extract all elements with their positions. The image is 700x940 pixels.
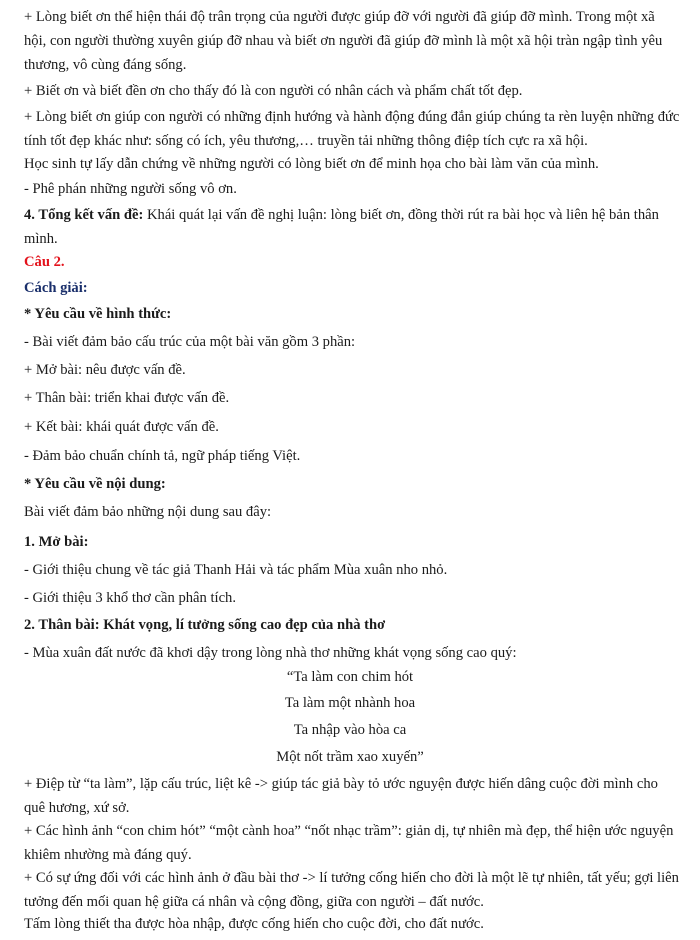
- content-requirements-intro: Bài viết đảm bảo những nội dung sau đây:: [24, 504, 272, 520]
- intro-section-heading: 1. Mở bài:: [24, 534, 89, 550]
- paragraph-gratitude-orientation: + Lòng biết ơn giúp con người có những định hướng và hành động đúng đắn giúp chúng ta rèn luyện những đức tính tốt đẹp khác như: sống có ích, yêu thương,… truyền tải những thông điệp tích cực ra xã hội.: [24, 109, 680, 149]
- solution-heading: Cách giải:: [24, 280, 88, 296]
- form-requirement-structure: - Bài viết đảm bảo cấu trúc của một bài văn gồm 3 phần:: [24, 334, 356, 350]
- form-requirement-spelling: - Đảm bảo chuẩn chính tả, ngữ pháp tiếng Việt.: [24, 448, 301, 464]
- body-dedication-summary: Tấm lòng thiết tha được hòa nhập, được cống hiến cho cuộc đời, cho đất nước.: [24, 916, 484, 932]
- conclusion-text: Khái quát lại vấn đề nghị luận: lòng biết ơn, đồng thời rút ra bài học và liên hệ bản thân mình.: [24, 207, 659, 247]
- intro-stanzas: - Giới thiệu 3 khổ thơ cần phân tích.: [24, 590, 237, 606]
- poem-line: Ta nhập vào hòa ca: [293, 722, 407, 738]
- paragraph-student-evidence: Học sinh tự lấy dẫn chứng về những người có lòng biết ơn để minh họa cho bài làm văn của mình.: [24, 156, 599, 172]
- body-spring-aspiration: - Mùa xuân đất nước đã khơi dậy trong lòng nhà thơ những khát vọng sống cao quý:: [24, 645, 517, 661]
- body-imagery-analysis: + Các hình ảnh “con chim hót” “một cành hoa” “nốt nhạc trầm”: giản dị, tự nhiên mà đẹp, thể hiện ước nguyện khiêm nhường mà đáng quý.: [24, 823, 674, 863]
- question-2-heading: Câu 2.: [24, 254, 65, 270]
- poem-line: Ta làm một nhành hoa: [284, 695, 416, 711]
- intro-author-work: - Giới thiệu chung về tác giả Thanh Hải và tác phẩm Mùa xuân nho nhỏ.: [24, 562, 448, 578]
- body-section-heading: 2. Thân bài: Khát vọng, lí tưởng sống cao đẹp của nhà thơ: [24, 617, 386, 633]
- poem-line: “Ta làm con chim hót: [286, 669, 414, 685]
- content-requirements-heading: * Yêu cầu về nội dung:: [24, 476, 166, 492]
- body-repetition-analysis: + Điệp từ “ta làm”, lặp cấu trúc, liệt kê -> giúp tác giả bày tỏ ước nguyện được hiến dâng cuộc đời mình cho quê hương, xứ sở.: [24, 776, 658, 816]
- conclusion-label: 4. Tổng kết vấn đề:: [24, 207, 144, 223]
- paragraph-criticize-ungrateful: - Phê phán những người sống vô ơn.: [24, 181, 237, 197]
- poem-line: Một nốt trầm xao xuyến”: [276, 749, 424, 765]
- form-requirement-intro: + Mở bài: nêu được vấn đề.: [24, 362, 186, 378]
- paragraph-conclusion: [24, 203, 680, 251]
- form-requirement-body: + Thân bài: triển khai được vấn đề.: [24, 390, 230, 406]
- form-requirement-conclusion: + Kết bài: khái quát được vấn đề.: [24, 419, 219, 435]
- form-requirements-heading: * Yêu cầu về hình thức:: [24, 306, 172, 322]
- paragraph-gratitude-character: + Biết ơn và biết đền ơn cho thấy đó là con người có nhân cách và phẩm chất tốt đẹp.: [24, 83, 523, 99]
- body-correspondence-analysis: + Có sự ứng đối với các hình ảnh ở đầu bài thơ -> lí tưởng cống hiến cho đời là một lẽ tự nhiên, tất yếu; gợi liên tưởng đến mối quan hệ giữa cá nhân và cộng đồng, giữa con người – đất nước.: [24, 870, 679, 910]
- paragraph-gratitude-respect: + Lòng biết ơn thể hiện thái độ trân trọng của người được giúp đỡ với người đã giúp đỡ mình. Trong một xã hội, con người thường xuyên giúp đỡ nhau và biết ơn người đã giúp đỡ mình là một xã hội tràn ngập tình yêu thương, vô cùng đáng sống.: [24, 9, 663, 73]
